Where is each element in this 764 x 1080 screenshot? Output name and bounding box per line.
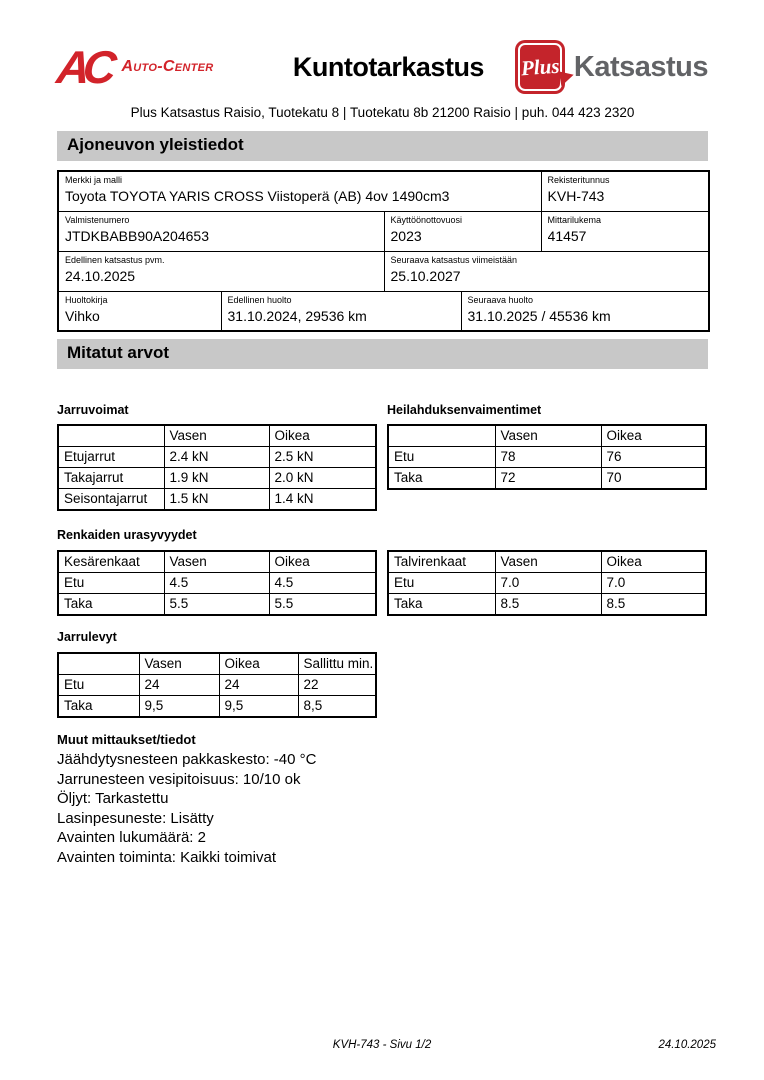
table-row [58,171,709,211]
table-header-row [58,653,376,675]
measured-row-2 [57,550,708,616]
field-value: 2023 [390,227,422,244]
row-label: Etu [58,675,139,696]
table-row [58,696,376,718]
header-cell: Sallittu min. [298,653,376,675]
section-header-general: Ajoneuvon yleistiedot [57,131,708,161]
cell-value: 2.0 kN [269,468,376,489]
field-label: Edellinen katsastus pvm. [65,254,165,265]
field-valmistenumero [58,211,384,251]
cell-value: 72 [495,468,601,490]
table-row [58,251,709,291]
katsastus-wordmark: Katsastus [573,50,708,83]
table-row [58,291,709,331]
key-function-line: Avainten toiminta: Kaikki toimivat [57,848,276,866]
table-row [388,573,706,594]
table-row [58,447,376,468]
winter-tyres-block [387,550,705,616]
table-row [388,594,706,616]
row-label: Seisontajarrut [58,489,164,511]
header-cell: Oikea [269,551,376,573]
cell-value: 8,5 [298,696,376,718]
cell-value: 76 [601,447,706,468]
field-value: Toyota TOYOTA YARIS CROSS Viistoperä (AB) 4ov 1490cm3 [65,188,450,204]
field-edellinen-huolto [221,291,461,331]
other-measurements-title: Muut mittaukset/tiedot [57,732,196,747]
cell-value: 22 [298,675,376,696]
summer-tyres-block [57,550,375,616]
table-row [58,594,376,616]
cell-value: 4.5 [269,573,376,594]
header-cell: Vasen [495,425,601,447]
header-cell: Oikea [601,425,706,447]
cell-value: 1.4 kN [269,489,376,511]
winter-tyres-table [387,550,707,616]
row-label: Taka [58,696,139,718]
table-row [58,211,709,251]
header-cell [58,653,139,675]
header-cell: Vasen [164,551,269,573]
field-label: Seuraava katsastus viimeistään [390,254,518,265]
vehicle-info-table [57,170,710,332]
footer-date: 24.10.2025 [658,1039,716,1051]
field-label: Mittarilukema [547,214,602,225]
row-label: Taka [388,594,495,616]
cell-value: 9,5 [139,696,219,718]
cell-value: 24 [219,675,298,696]
washer-fluid-line: Lasinpesuneste: Lisätty [57,809,214,827]
table-header-row [388,425,706,447]
header-cell: Vasen [139,653,219,675]
row-label: Etu [388,447,495,468]
field-label: Seuraava huolto [467,294,534,305]
page-title: Kuntotarkastus [292,51,484,82]
page-footer [0,1039,764,1054]
row-label: Taka [388,468,495,490]
field-edellinen-katsastus [58,251,384,291]
field-seuraava-huolto [461,291,709,331]
cell-value: 9,5 [219,696,298,718]
cell-value: 7.0 [601,573,706,594]
other-measurements-block [57,731,708,867]
cell-value: 1.9 kN [164,468,269,489]
field-label: Rekisteritunnus [547,175,610,185]
brake-fluid-line: Jarrunesteen vesipitoisuus: 10/10 ok [57,770,301,788]
table-header-row [388,551,706,573]
header-cell [388,425,495,447]
header-cell: Oikea [219,653,298,675]
cell-value: 70 [601,468,706,490]
field-huoltokirja [58,291,221,331]
field-label: Edellinen huolto [227,294,292,305]
field-mittarilukema [541,211,709,251]
coolant-freeze-line: Jäähdytysnesteen pakkaskesto: -40 °C [57,751,317,768]
table-row [58,489,376,511]
field-value: KVH-743 [547,188,605,204]
auto-center-monogram-icon: AC [54,41,113,93]
table-row [388,468,706,490]
field-label: Huoltokirja [65,294,108,305]
shock-absorbers-title: Heilahduksenvaimentimet [387,403,542,417]
tyre-treads-title: Renkaiden urasyvyydet [57,528,197,542]
header-cell: Kesärenkaat [58,551,164,573]
field-value: 31.10.2025 / 45536 km [467,307,611,324]
row-label: Etu [388,573,495,594]
brake-discs-title: Jarrulevyt [57,630,117,644]
cell-value: 8.5 [601,594,706,616]
shock-absorbers-block [387,403,705,490]
header-cell: Oikea [601,551,706,573]
cell-value: 5.5 [164,594,269,616]
brake-forces-block [57,403,375,511]
field-value: 31.10.2024, 29536 km [227,307,367,324]
row-label: Etujarrut [58,447,164,468]
field-value: Vihko [65,307,100,324]
key-count-line: Avainten lukumäärä: 2 [57,829,206,846]
header-cell: Oikea [269,425,376,447]
field-label: Käyttöönottovuosi [390,214,463,225]
auto-center-name: Auto-Center [121,58,214,75]
brake-discs-table [57,652,377,718]
plus-badge-icon [515,40,565,94]
cell-value: 4.5 [164,573,269,594]
summer-tyres-table [57,550,377,616]
table-row [58,573,376,594]
shock-absorbers-table [387,424,707,490]
table-header-row [58,551,376,573]
brake-forces-table [57,424,377,511]
plus-katsastus-logo [515,40,708,94]
cell-value: 2.5 kN [269,447,376,468]
oils-line: Öljyt: Tarkastettu [57,790,169,807]
cell-value: 78 [495,447,601,468]
field-merkki-ja-malli [58,171,541,211]
footer-page-number: KVH-743 - Sivu 1/2 [332,1039,432,1051]
field-kayttoonottovuosi [384,211,541,251]
cell-value: 7.0 [495,573,601,594]
table-row [58,675,376,696]
measured-row-1 [57,403,708,511]
section-header-measured: Mitatut arvot [57,339,708,369]
field-label: Merkki ja malli [65,175,123,185]
header-cell: Vasen [495,551,601,573]
table-row [58,468,376,489]
field-value: 25.10.2027 [390,267,461,284]
report-header [54,38,708,96]
row-label: Etu [58,573,164,594]
cell-value: 1.5 kN [164,489,269,511]
row-label: Taka [58,594,164,616]
brake-forces-title: Jarruvoimat [57,403,129,417]
table-row [388,447,706,468]
header-cell: Talvirenkaat [388,551,495,573]
field-label: Valmistenumero [65,214,130,225]
table-header-row [58,425,376,447]
cell-value: 5.5 [269,594,376,616]
field-value: JTDKBABB90A204653 [65,227,209,244]
plus-badge-label: Plus [519,53,560,80]
field-seuraava-katsastus [384,251,709,291]
auto-center-logo [54,41,262,93]
cell-value: 24 [139,675,219,696]
header-cell: Vasen [164,425,269,447]
station-address-line: Plus Katsastus Raisio, Tuotekatu 8 | Tuotekatu 8b 21200 Raisio | puh. 044 423 2320 [130,105,635,120]
header-cell [58,425,164,447]
field-rekisteritunnus [541,171,709,211]
field-value: 24.10.2025 [65,267,136,284]
row-label: Takajarrut [58,468,164,489]
cell-value: 8.5 [495,594,601,616]
cell-value: 2.4 kN [164,447,269,468]
field-value: 41457 [547,227,587,244]
